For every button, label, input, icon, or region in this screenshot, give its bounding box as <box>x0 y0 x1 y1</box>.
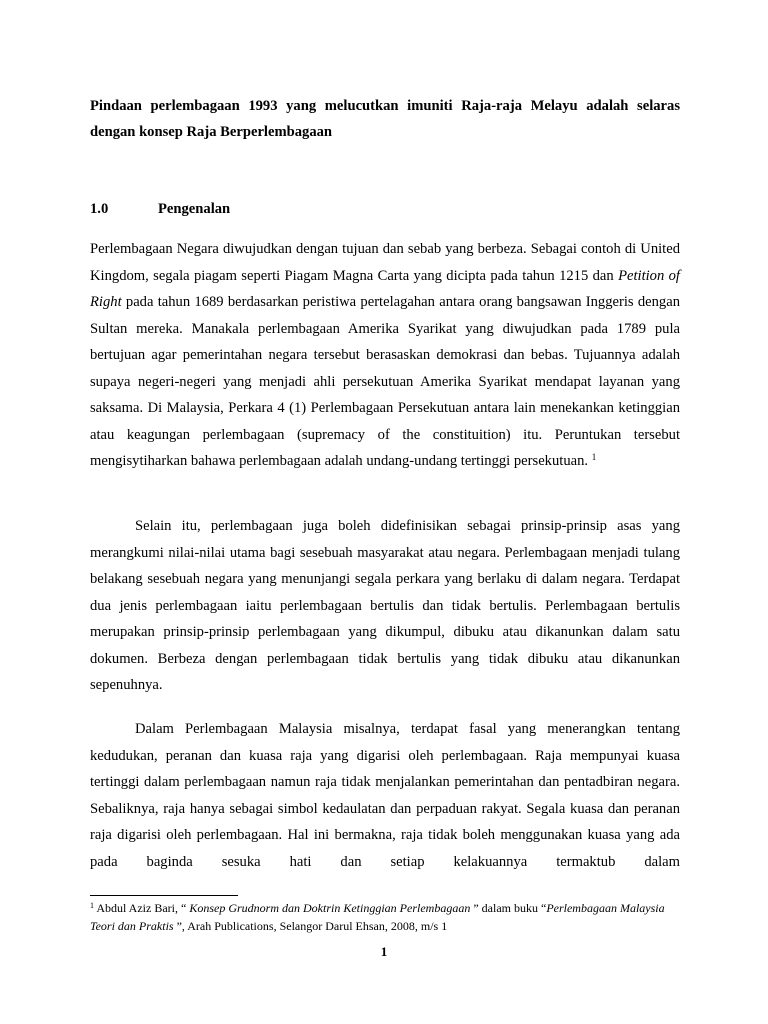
paragraph-1-text-a: Perlembagaan Negara diwujudkan dengan tujuan dan sebab yang berbeza. Sebagai contoh di United Kingdom, segala piagam seperti Piagam Magna Carta yang dicipta pada tahun 1215 dan <box>90 241 680 284</box>
document-title: Pindaan perlembagaan 1993 yang melucutkan imuniti Raja-raja Melayu adalah selaras dengan konsep Raja Berperlembagaan <box>90 98 680 140</box>
footnote-article-title: Konsep Grudnorm dan Doktrin Ketinggian Perlembagaan <box>189 901 471 915</box>
footnote-connector: ” dalam buku “ <box>470 901 547 915</box>
footnote-book-title: Perlembagaan Malaysia Teori dan Praktis <box>90 901 665 933</box>
section-heading <box>90 198 680 220</box>
footnote-publisher: ”, Arah Publications, Selangor Darul Ehsan, 2008, m/s 1 <box>173 919 448 933</box>
footnote-reference[interactable]: 1 <box>591 452 597 462</box>
section-number: 1.0 <box>90 201 109 217</box>
paragraph-1-text-b: pada tahun 1689 berdasarkan peristiwa pertelagahan antara orang bangsawan Inggeris dengan Sultan mereka. Manakala perlembagaan Amerika Syarikat yang diwujudkan pada 1789 pula bertujuan agar pemerintahan negara tersebut berasaskan demokrasi dan bebas. Tujuannya adalah supaya negeri-negeri yang menjadi ahli persekutuan Amerika Syarikat mendapat layanan yang saksama. Di Malaysia, Perkara 4 (1) Perlembagaan Persekutuan antara lain menekankan ketinggian atau keagungan perlembagaan (supremacy of the constituition) itu. Peruntukan tersebut mengisytiharkan bahawa perlembagaan adalah undang-undang tertinggi persekutuan. <box>90 294 680 469</box>
footnote <box>90 899 680 935</box>
paragraph-3: Dalam Perlembagaan Malaysia misalnya, terdapat fasal yang menerangkan tentang kedudukan, peranan dan kuasa raja yang digarisi oleh perlembagaan. Raja mempunyai kuasa tertinggi dalam perlembagaan namun raja tidak menjalankan pemerintahan dan pentadbiran negara. Sebaliknya, raja hanya sebagai simbol kedaulatan dan perpaduan rakyat. Segala kuasa dan peranan raja digarisi oleh perlembagaan. Hal ini bermakna, raja tidak boleh menggunakan kuasa yang ada pada baginda sesuka hati dan setiap kelakuannya termaktub dalam <box>90 721 680 870</box>
footnote-marker: 1 <box>90 901 94 910</box>
petition-of-right-italic: Petition of Right <box>90 267 680 310</box>
paragraph-2: Selain itu, perlembagaan juga boleh didefinisikan sebagai prinsip-prinsip asas yang merangkumi nilai-nilai utama bagi sesebuah masyarakat atau negara. Perlembagaan menjadi tulang belakang sesebuah negara yang menunjangi segala perkara yang berlaku di dalam negara. Terdapat dua jenis perlembagaan iaitu perlembagaan bertulis dan tidak bertulis. Perlembagaan bertulis merupakan prinsip-prinsip perlembagaan yang dikumpul, dibuku atau dikanunkan dalam satu dokumen. Berbeza dengan perlembagaan tidak bertulis yang tidak dibuku atau dikanunkan sepenuhnya. <box>90 518 680 693</box>
section-title: Pengenalan <box>158 201 231 217</box>
footnote-separator <box>90 895 238 896</box>
page-number: 1 <box>380 944 388 959</box>
paragraph-1 <box>90 236 680 475</box>
footnote-author: Abdul Aziz Bari, “ <box>94 901 190 915</box>
